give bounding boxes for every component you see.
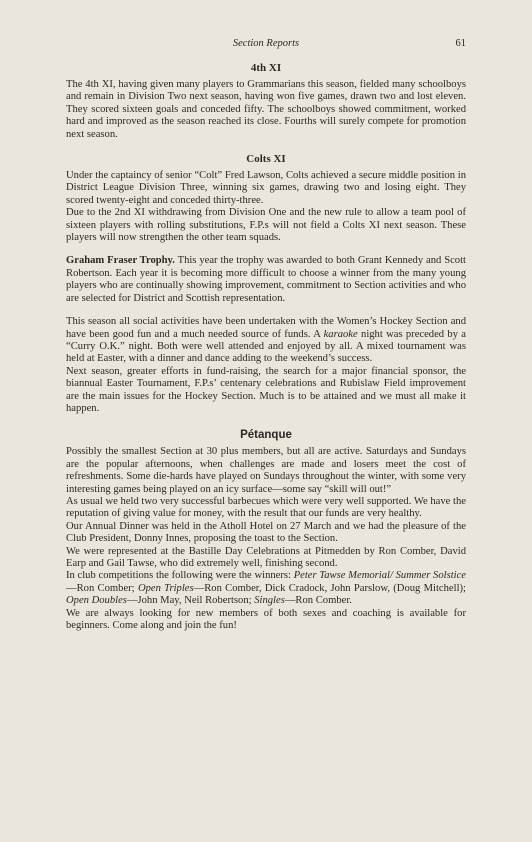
heading-petanque: Pétanque: [240, 429, 292, 442]
paragraph-petanque-5: [66, 570, 466, 607]
social-karaoke: karaoke: [323, 328, 358, 340]
paragraph-petanque-2: As usual we held two very successful barbecues which were very well supported. We have the reputation of giving value for money, with the result that our funds are very healthy.: [66, 495, 466, 520]
spacer: [66, 244, 466, 255]
page-number: 61: [455, 38, 466, 49]
paragraph-petanque-3: Our Annual Dinner was held in the Atholl Hotel on 27 March and we had the pleasure of the Club President, Donny Innes, proposing the toast to the Section.: [66, 520, 466, 545]
trophy-name: Graham Fraser Trophy.: [66, 255, 175, 267]
winner-triples: —Ron Comber, Dick Cradock, John Parslow, (Doug Mitchell);: [193, 582, 466, 594]
running-header: [66, 38, 466, 56]
paragraph-4th-xi: The 4th XI, having given many players to Grammarians this season, fielded many schoolboys and remain in Division Two next season, having won five games, drawn two and lost eleven. They scored sixteen goals and conceded fifty. The schoolboys showed commitment, worked hard and improved as the season reached its close. Fourths will surely compete for promotion next season.: [66, 79, 466, 140]
running-title: Section Reports: [232, 38, 300, 49]
competition-doubles: Open Doubles: [66, 595, 127, 607]
competition-memorial: Peter Tawse Memorial/ Summer Solstice: [293, 570, 466, 582]
heading-colts-xi: Colts XI: [246, 153, 286, 166]
trophy-text: This year the trophy was awarded to both Grant Kennedy and Scott Robertson. Each year it is becoming more difficult to choose a winner from the many young players who are continually showing improvement, commitment to Section activities and who are selected for District and Scottish representation.: [66, 255, 466, 304]
social-text-b: night was preceded by a “Curry O.K.” night. Both were well attended and enjoyed by all. A mixed tournament was held at Easter, with a dinner and dance adding to the weekend’s success.: [66, 328, 466, 365]
competition-singles: Singles: [254, 595, 285, 607]
competition-triples: Open Triples: [137, 582, 194, 594]
heading-4th-xi: 4th XI: [250, 62, 282, 74]
winner-singles: —Ron Comber.: [284, 595, 352, 607]
social-text-a: This season all social activities have been undertaken with the Women’s Hockey Section and have been good fun and a much needed source of funds. A: [66, 316, 466, 340]
winners-intro: In club competitions the following were the winners:: [66, 570, 294, 582]
paragraph-colts-2: Due to the 2nd XI withdrawing from Division One and the new rule to allow a team pool of sixteen players with rolling substitutions, F.P.s will not field a Colts XI next season. These players will now strengthen the other team squads.: [66, 207, 466, 244]
paragraph-petanque-1: Possibly the smallest Section at 30 plus members, but all are active. Saturdays and Sundays are the popular afternoons, when challenges are made and losers meet the cost of refreshments. Some die-hards have played on Sundays throughout the winter, with some very interesting games being played on an icy surface—some say “skill will out!”: [66, 446, 466, 495]
paragraph-petanque-4: We were represented at the Bastille Day Celebrations at Pitmedden by Ron Comber, David Earp and Gail Tawse, who did extremely well, finishing second.: [66, 545, 466, 569]
winner-doubles: —John May, Neil Robertson;: [126, 595, 255, 607]
winner-memorial: —Ron Comber;: [66, 582, 138, 594]
paragraph-colts-1: Under the captaincy of senior “Colt” Fred Lawson, Colts achieved a secure middle position in District League Division Three, winning six games, drawing two and losing eight. They scored twenty-eight and conceded thirty-three.: [66, 170, 466, 206]
paragraph-trophy: [66, 255, 466, 305]
paragraph-social-1: [66, 316, 466, 366]
spacer: [66, 305, 466, 316]
paragraph-petanque-6: We are always looking for new members of both sexes and coaching is available for beginners. Come along and join the fun!: [66, 607, 466, 632]
paragraph-social-2: Next season, greater efforts in fund-raising, the search for a major financial sponsor, the biannual Easter Tournament, F.P.s’ centenary celebrations and Rubislaw Field improvement are the main issues for the Hockey Section. Much is to be attained and we must all make it happen.: [66, 365, 466, 414]
